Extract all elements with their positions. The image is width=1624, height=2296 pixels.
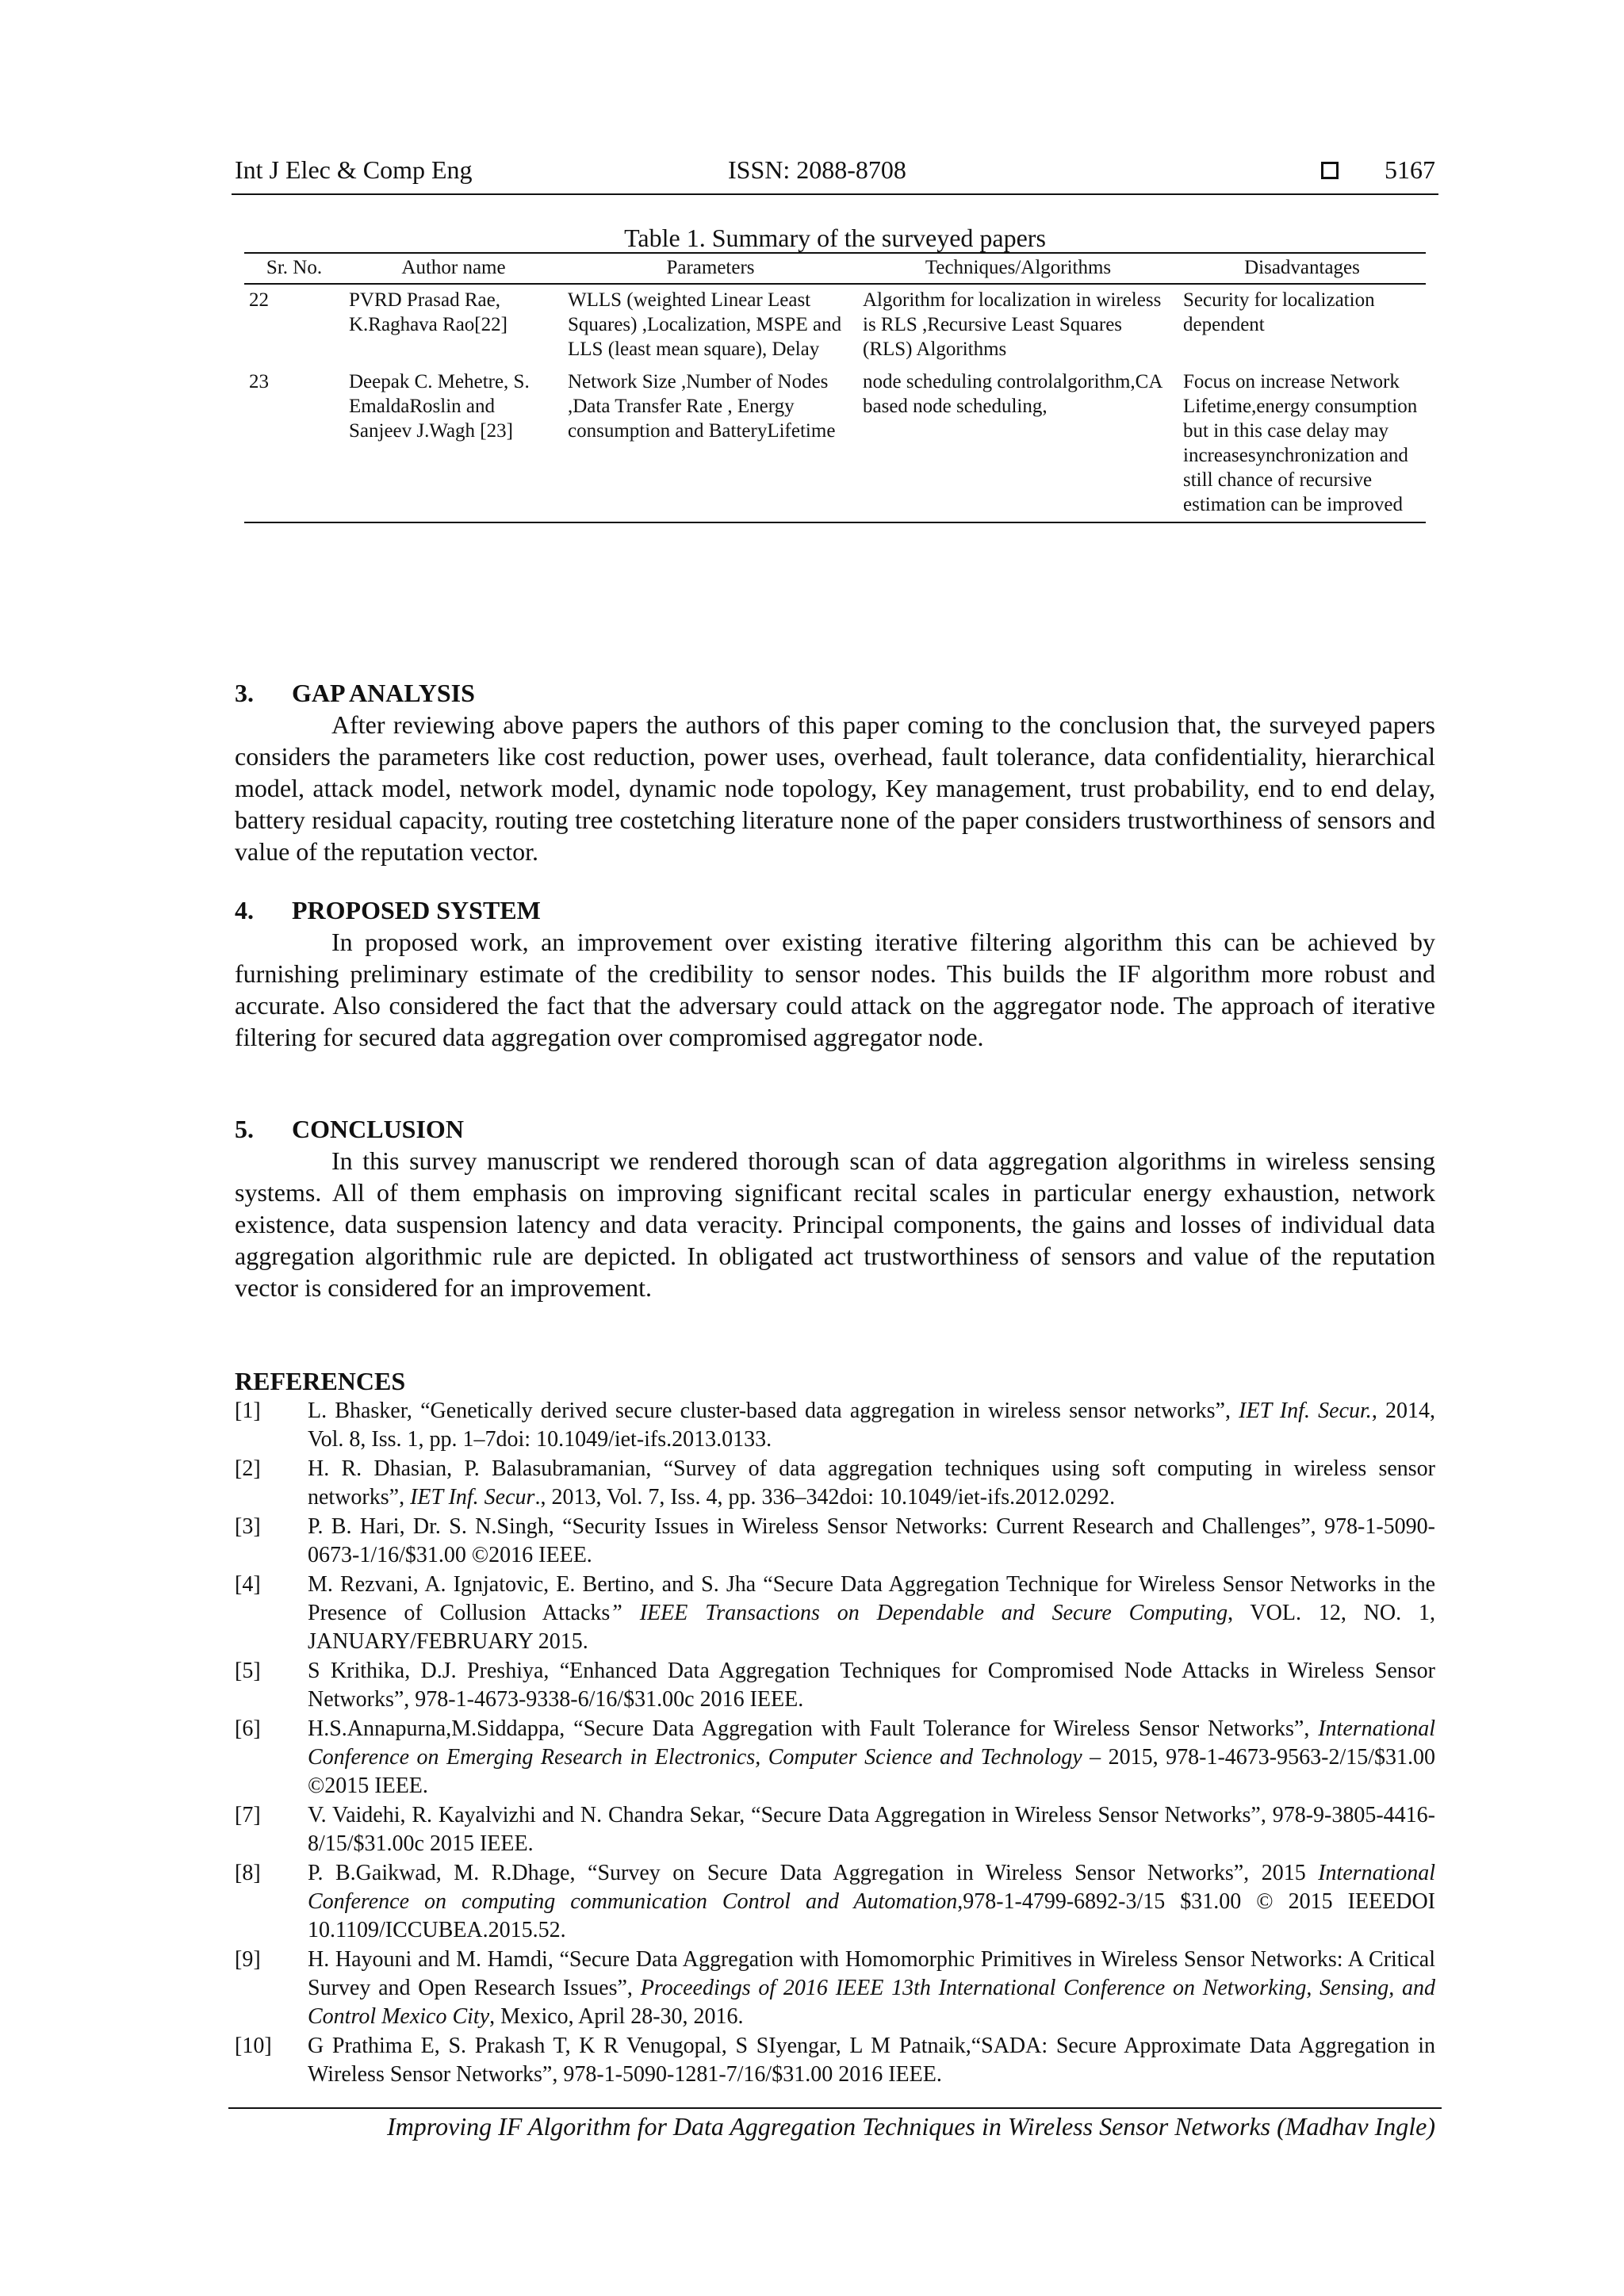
reference-details: , Mexico, April 28-30, 2016. (489, 2004, 744, 2029)
section-title: GAP ANALYSIS (292, 679, 475, 707)
header-rule (232, 193, 1438, 195)
table-header-row (244, 253, 1426, 284)
table-cell: WLLS (weighted Linear Least Squares) ,Localization, MSPE and LLS (least mean square), Delay (568, 289, 842, 360)
reference-source: ” IEEE Transactions on Dependable and Secure Computing (610, 1601, 1228, 1625)
table-cell: Focus on increase Network Lifetime,energy consumption but in this case delay may increasesynchronization and still chance of recursive estimation can be improved (1178, 366, 1426, 522)
table-cell: PVRD Prasad Rae, K.Raghava Rao[22] (349, 289, 508, 335)
reference-source: IET Inf. Secur. (1239, 1399, 1372, 1423)
reference-source: Proceedings of 2016 IEEE 13th International Conference on Networking, Sensing, and Control Mexico City (308, 1976, 1435, 2029)
section-title: PROPOSED SYSTEM (292, 896, 541, 924)
references-heading: REFERENCES (235, 1367, 406, 1395)
section-gap-analysis (235, 677, 1435, 867)
reference-source: IET Inf. Secur (410, 1485, 535, 1510)
reference-details: , VOL. 12, NO. 1, JANUARY/FEBRUARY 2015. (308, 1601, 1435, 1654)
reference-text: P. B.Gaikwad, M. R.Dhage, “Survey on Secure Data Aggregation in Wireless Sensor Networks”, 2015 (308, 1861, 1319, 1885)
reference-text: S Krithika, D.J. Preshiya, “Enhanced Data Aggregation Techniques for Compromised Node Attacks in Wireless Sensor Networks”, 978-1-4673-9338-6/16/$31.00c 2016 IEEE. (308, 1659, 1435, 1712)
summary-table (244, 252, 1426, 523)
reference-number: [1] (235, 1399, 261, 1423)
column-header: Techniques/Algorithms (858, 253, 1178, 284)
reference-text: G Prathima E, S. Prakash T, K R Venugopal, S SIyengar, L M Patnaik,“SADA: Secure Approximate Data Aggregation in Wireless Sensor Networks”, 978-1-5090-1281-7/16/$31.00 2016 IEEE. (308, 2034, 1435, 2087)
reference-item (235, 1571, 1435, 1656)
section-heading (235, 677, 1435, 709)
reference-item (235, 1715, 1435, 1800)
section-number: 5. (235, 1115, 254, 1143)
reference-item (235, 1859, 1435, 1945)
reference-item (235, 1657, 1435, 1714)
square-bullet-icon (1321, 162, 1339, 179)
footer-rule (228, 2107, 1442, 2109)
reference-number: [2] (235, 1456, 261, 1481)
reference-details: ,978-1-4799-6892-3/15 $31.00 © 2015 IEEEDOI 10.1109/ICCUBEA.2015.52. (308, 1889, 1436, 1942)
section-paragraph: In this survey manuscript we rendered thorough scan of data aggregation algorithms in wireless sensing systems. All of them emphasis on improving significant recital scales in particular energy exhaustion, network existence, data suspension latency and data veracity. Principal components, the gains and losses of individual data aggregation algorithmic rule are depicted. In obligated act trustworthiness of sensors and value of the reputation vector is considered for an improvement. (235, 1146, 1435, 1302)
reference-details: – 2015, 978-1-4673-9563-2/15/$31.00 ©2015 IEEE. (308, 1745, 1435, 1798)
reference-item (235, 1397, 1435, 1454)
journal-name: Int J Elec & Comp Eng (235, 155, 473, 184)
section-conclusion (235, 1113, 1435, 1303)
reference-text: M. Rezvani, A. Ignjatovic, E. Bertino, and S. Jha “Secure Data Aggregation Technique for Wireless Sensor Networks in the Presence of Collusion Attacks (308, 1572, 1435, 1625)
reference-text: V. Vaidehi, R. Kayalvizhi and N. Chandra Sekar, “Secure Data Aggregation in Wireless Sensor Networks”, 978-9-3805-4416-8/15/$31.00c 2015 IEEE. (308, 1803, 1435, 1856)
table-cell: 23 (244, 366, 344, 522)
reference-number: [10] (235, 2034, 272, 2058)
section-number: 4. (235, 896, 254, 924)
reference-number: [7] (235, 1803, 261, 1827)
reference-number: [6] (235, 1716, 261, 1741)
table-cell: Algorithm for localization in wireless is RLS ,Recursive Least Squares (RLS) Algorithms (863, 289, 1162, 360)
table-cell: node scheduling controlalgorithm,CA based node scheduling, (858, 366, 1178, 522)
reference-number: [5] (235, 1659, 261, 1683)
section-proposed-system (235, 894, 1435, 1053)
table-caption: Table 1. Summary of the surveyed papers (624, 224, 1046, 252)
issn: ISSN: 2088-8708 (728, 155, 906, 184)
column-header: Parameters (563, 253, 858, 284)
references (235, 1365, 1435, 2090)
reference-text: P. B. Hari, Dr. S. N.Singh, “Security Issues in Wireless Sensor Networks: Current Research and Challenges”, 978-1-5090-0673-1/16/$31.00 ©2016 IEEE. (308, 1514, 1435, 1567)
reference-item (235, 1801, 1435, 1858)
table-cell: 22 (249, 289, 269, 311)
reference-number: [3] (235, 1514, 261, 1539)
column-header: Author name (344, 253, 563, 284)
section-heading (235, 1113, 1435, 1145)
reference-number: [9] (235, 1947, 261, 1972)
column-header: Disadvantages (1178, 253, 1426, 284)
reference-number: [8] (235, 1861, 261, 1885)
reference-source: International Conference on computing communication Control and Automation (308, 1861, 1435, 1914)
section-title: CONCLUSION (292, 1115, 464, 1143)
reference-item (235, 1513, 1435, 1570)
section-number: 3. (235, 679, 254, 707)
running-footer: Improving IF Algorithm for Data Aggregation Techniques in Wireless Sensor Networks (Madhav Ingle) (387, 2112, 1435, 2141)
reference-item (235, 1455, 1435, 1512)
table-cell: Security for localization dependent (1183, 289, 1375, 335)
running-header (235, 155, 1435, 190)
section-heading (235, 894, 1435, 926)
section-paragraph: In proposed work, an improvement over existing iterative filtering algorithm this can be achieved by furnishing preliminary estimate of the credibility to sensor nodes. This builds the IF algorithm more robust and accurate. Also considered the fact that the adversary could attack on the aggregator node. The approach of iterative filtering for secured data aggregation over compromised aggregator node. (235, 928, 1435, 1051)
reference-source: International Conference on Emerging Research in Electronics, Computer Science and Technology (308, 1716, 1435, 1770)
reference-text: H. Hayouni and M. Hamdi, “Secure Data Aggregation with Homomorphic Primitives in Wireless Sensor Networks: A Critical Survey and Open Research Issues”, (308, 1947, 1435, 2000)
table-cell: Deepak C. Mehetre, S. EmaldaRoslin and Sanjeev J.Wagh [23] (344, 366, 563, 522)
reference-number: [4] (235, 1572, 261, 1597)
reference-text: H.S.Annapurna,M.Siddappa, “Secure Data Aggregation with Fault Tolerance for Wireless Sensor Networks”, (308, 1716, 1319, 1741)
column-header: Sr. No. (244, 253, 344, 284)
page-number: 5167 (1385, 155, 1435, 184)
reference-item (235, 2032, 1435, 2089)
reference-text: H. R. Dhasian, P. Balasubramanian, “Survey of data aggregation techniques using soft computing in wireless sensor networks”, (308, 1456, 1435, 1510)
table-cell: Network Size ,Number of Nodes ,Data Transfer Rate , Energy consumption and BatteryLifetime (563, 366, 858, 522)
table-row (244, 284, 1426, 366)
reference-item (235, 1946, 1435, 2031)
reference-details: ., 2013, Vol. 7, Iss. 4, pp. 336–342doi: 10.1049/iet-ifs.2012.0292. (534, 1485, 1116, 1510)
reference-details: , 2014, Vol. 8, Iss. 1, pp. 1–7doi: 10.1049/iet-ifs.2013.0133. (308, 1399, 1436, 1452)
table-row (244, 366, 1426, 522)
reference-text: L. Bhasker, “Genetically derived secure cluster-based data aggregation in wireless sensor networks”, (308, 1399, 1239, 1423)
section-paragraph: After reviewing above papers the authors of this paper coming to the conclusion that, the surveyed papers considers the parameters like cost reduction, power uses, overhead, fault tolerance, data confidentiality, hierarchical model, attack model, network model, dynamic node topology, Key management, trust probability, end to end delay, battery residual capacity, routing tree costetching literature none of the paper considers trustworthiness of sensors and value of the reputation vector. (235, 710, 1435, 866)
